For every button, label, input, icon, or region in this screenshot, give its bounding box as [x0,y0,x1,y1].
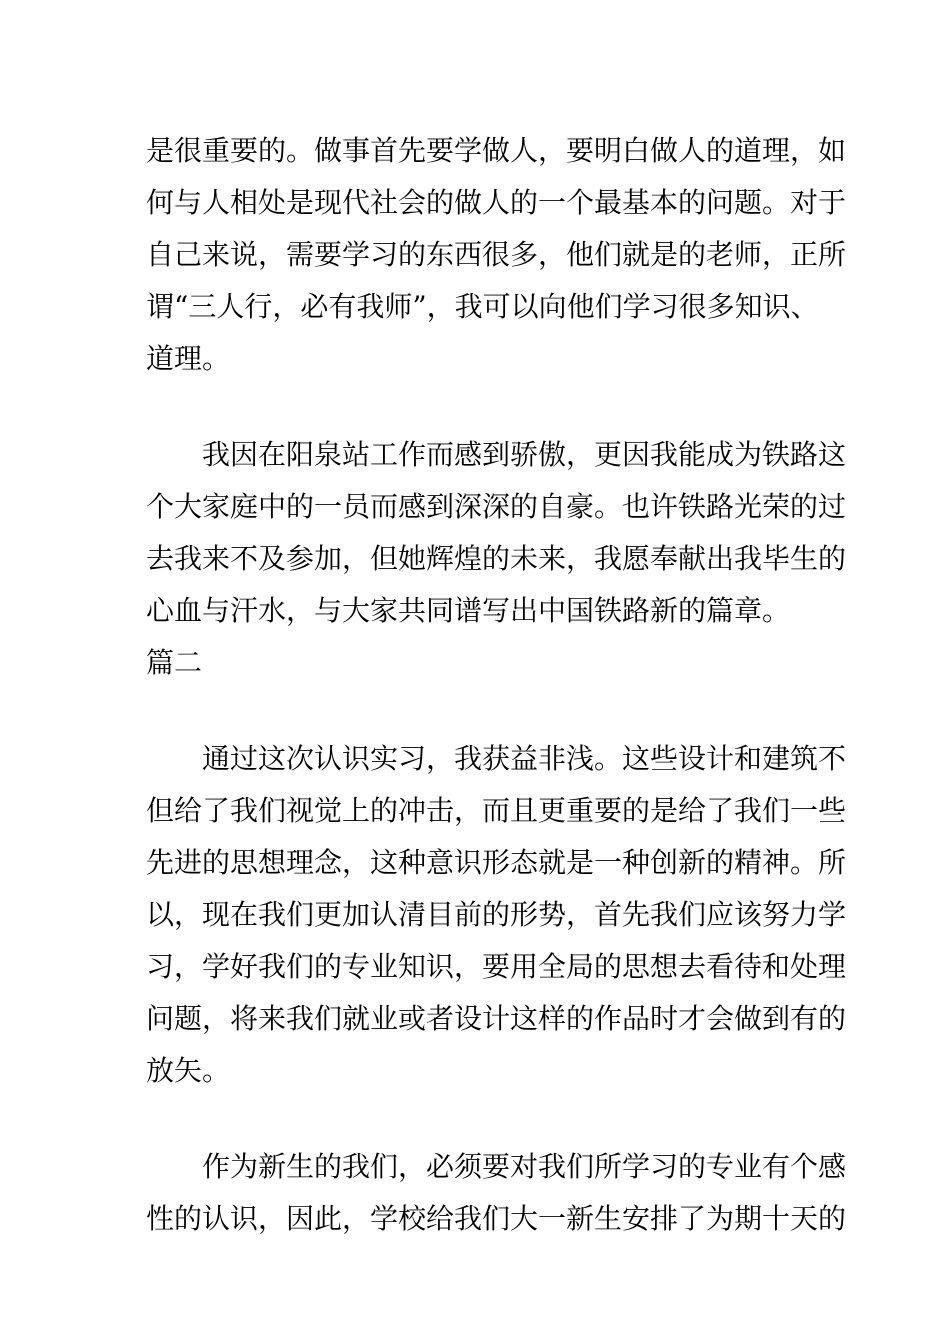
text-line: 何与人相处是现代社会的做人的一个最基本的问题。对于 [146,186,847,219]
paragraph-3 [146,733,847,1097]
paragraph-1 [146,125,847,385]
paragraph-gap [146,1097,808,1141]
text-line: 我因在阳泉站工作而感到骄傲，更因我能成为铁路这 [202,438,847,471]
paragraph-2 [146,429,847,637]
text-line: 习，学好我们的专业知识，要用全局的思想去看待和处理 [146,950,847,983]
section-heading-text: 篇二 [146,646,203,679]
text-line: 但给了我们视觉上的冲击，而且更重要的是给了我们一些 [146,794,847,827]
text-line: 心血与汗水，与大家共同谱写出中国铁路新的篇章。 [146,594,791,627]
text-line: 以，现在我们更加认清目前的形势，首先我们应该努力学 [146,898,847,931]
paragraph-gap [146,385,808,429]
text-line: 去我来不及参加，但她辉煌的未来，我愿奉献出我毕生的 [146,542,847,575]
text-line: 性的认识，因此，学校给我们大一新生安排了为期十天的 [146,1202,847,1235]
text-line: 道理。 [146,342,231,375]
text-line: 个大家庭中的一员而感到深深的自豪。也许铁路光荣的过 [146,490,847,523]
paragraph-gap [146,689,808,733]
text-line: 先进的思想理念，这种意识形态就是一种创新的精神。所 [146,846,847,879]
text-line: 是很重要的。做事首先要学做人，要明白做人的道理，如 [146,134,847,167]
section-heading [146,637,808,689]
text-line: 放矢。 [146,1054,231,1087]
text-line: 谓“三人行，必有我师”，我可以向他们学习很多知识、 [146,290,819,323]
paragraph-4 [146,1141,847,1245]
text-line: 问题，将来我们就业或者设计这样的作品时才会做到有的 [146,1002,847,1035]
document-page [146,125,847,1245]
text-line: 通过这次认识实习，我获益非浅。这些设计和建筑不 [202,742,847,775]
text-line: 作为新生的我们，必须要对我们所学习的专业有个感 [202,1150,847,1183]
text-line: 自己来说，需要学习的东西很多，他们就是的老师，正所 [146,238,847,271]
